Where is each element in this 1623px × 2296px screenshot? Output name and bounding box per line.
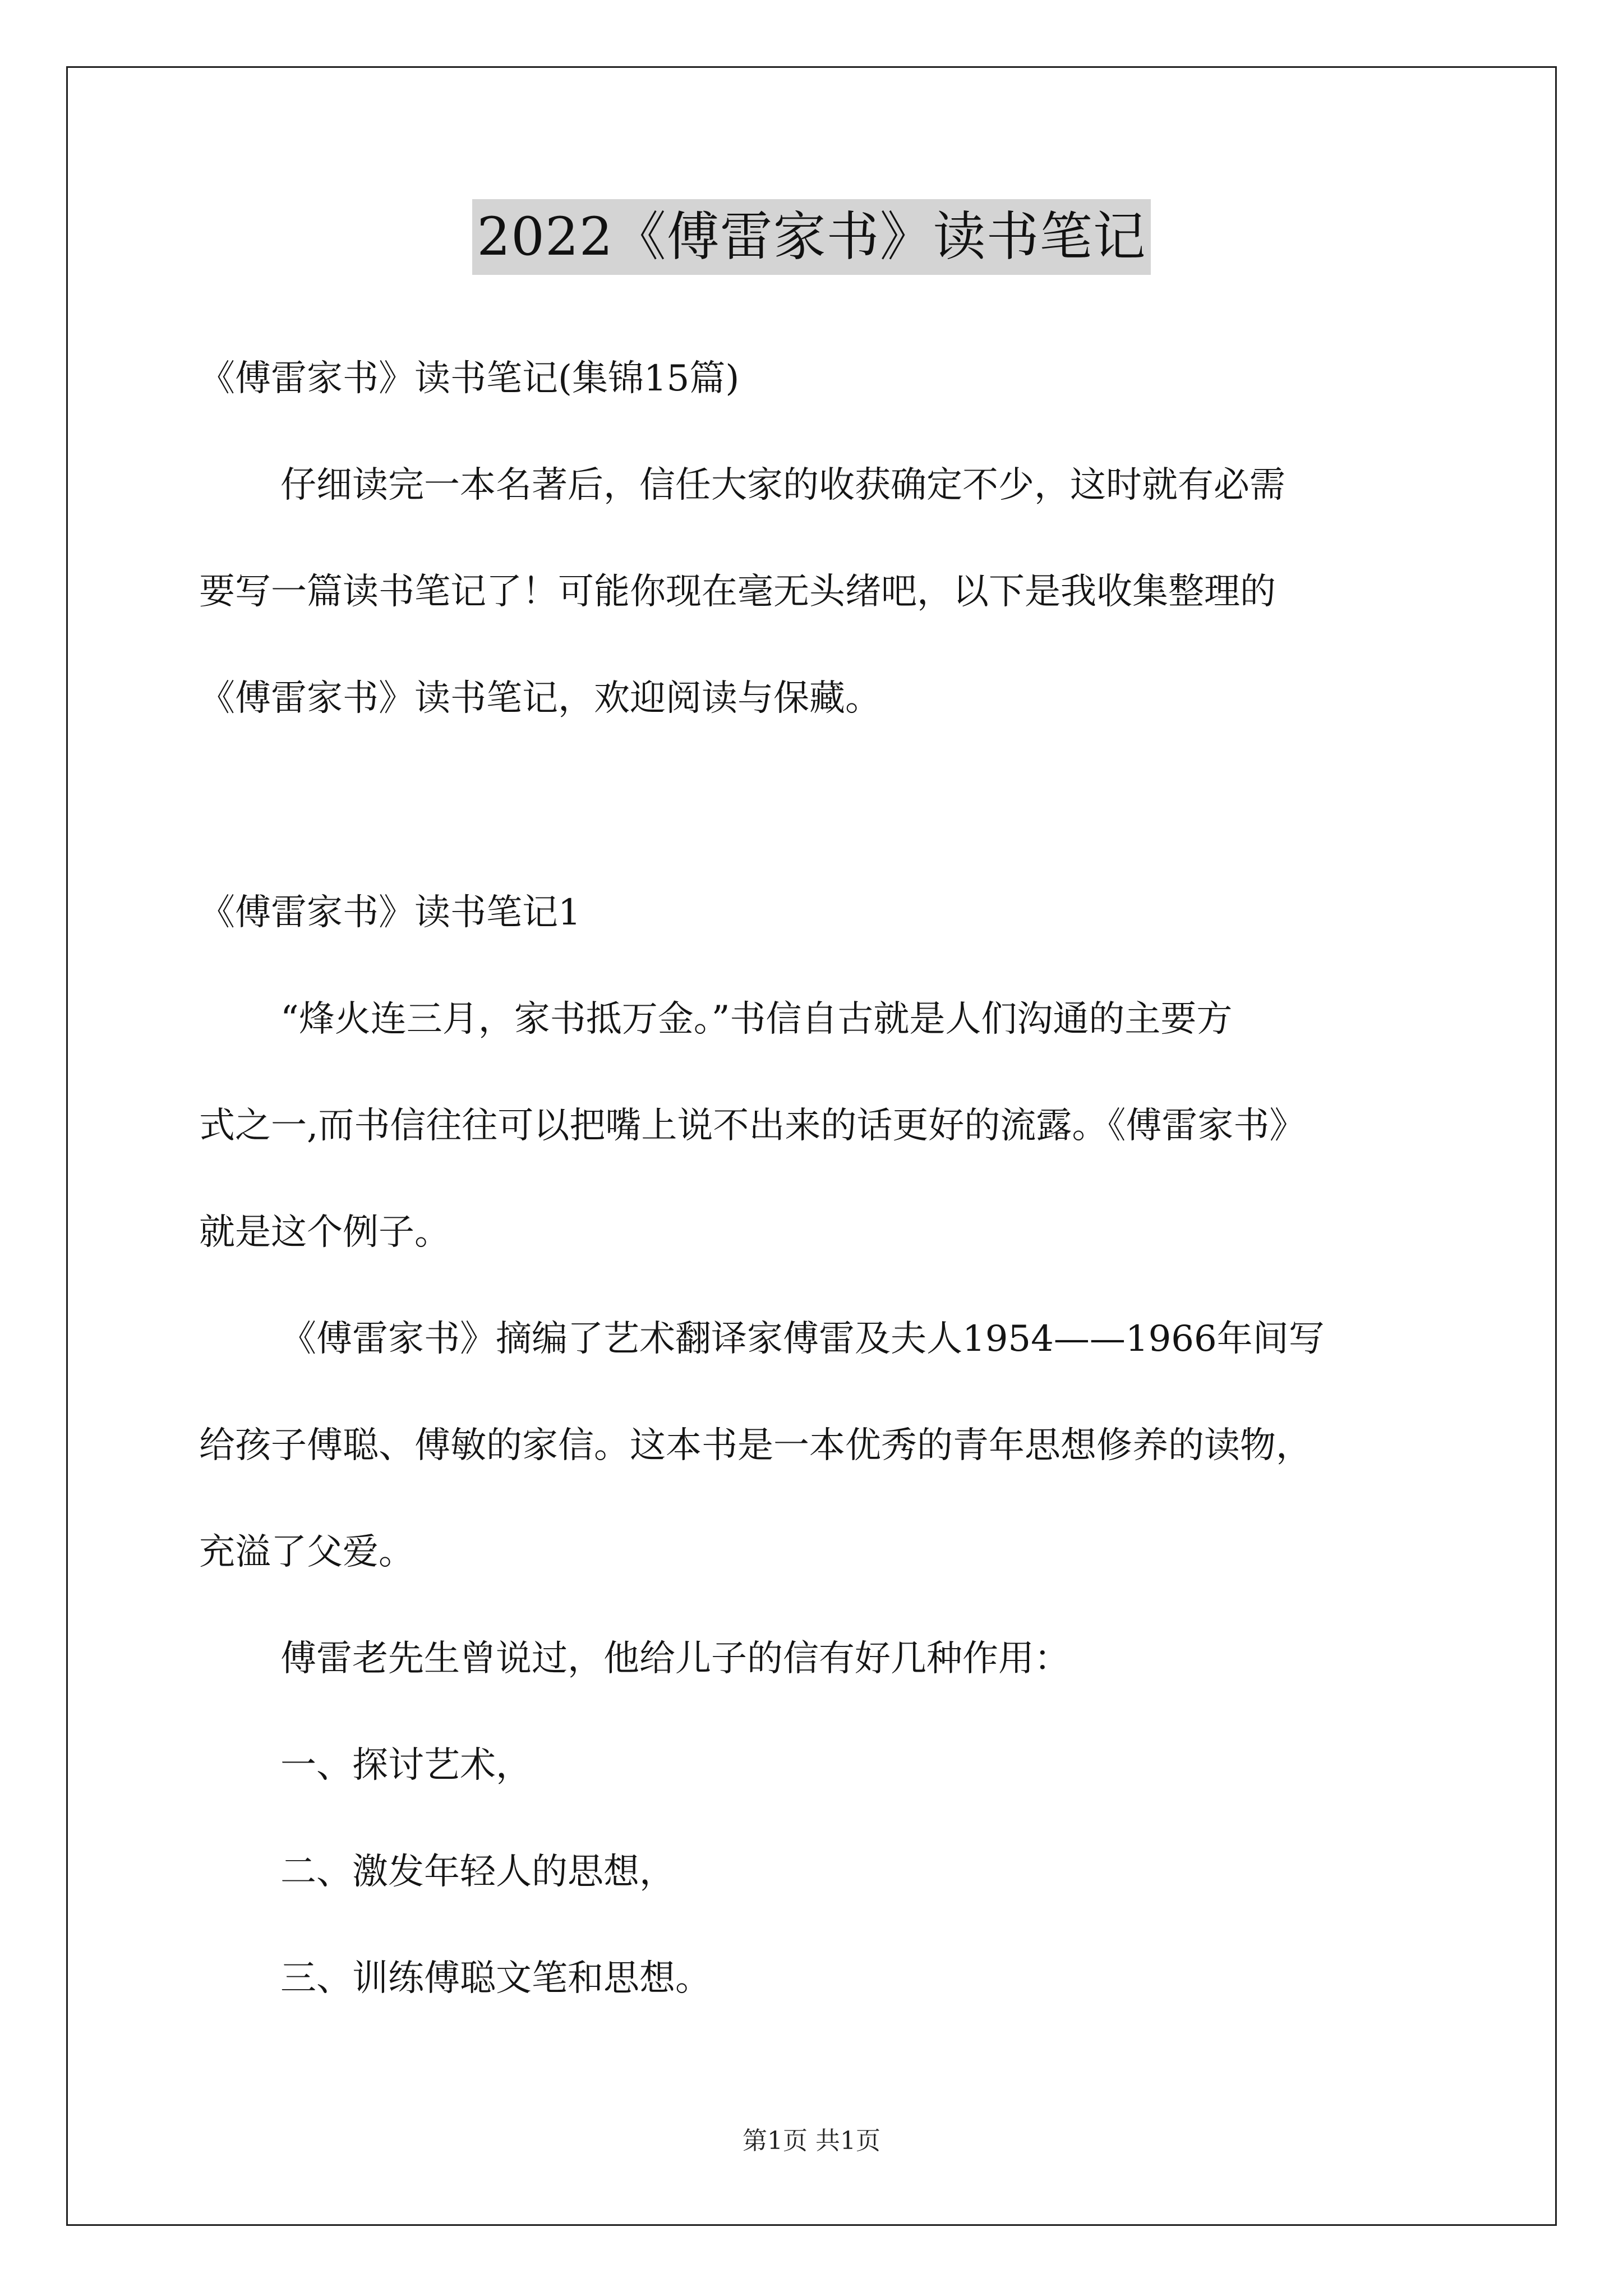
para1-line-1: “烽火连三月，家书抵万金。”书信自古就是人们沟通的主要方: [280, 999, 1233, 1040]
section-heading: 《傅雷家书》读书笔记1: [199, 892, 581, 933]
title-container: [0, 199, 1623, 275]
document-title: 2022《傅雷家书》读书笔记: [472, 199, 1150, 275]
document-subtitle: 《傅雷家书》读书笔记(集锦15篇): [199, 358, 740, 399]
para2-line-3: 充溢了父爱。: [199, 1531, 414, 1573]
page-footer: 第1页 共1页: [743, 2127, 880, 2155]
para2-line-2: 给孩子傅聪、傅敏的家信。这本书是一本优秀的青年思想修养的读物，: [199, 1425, 1312, 1466]
para3-line: 傅雷老先生曾说过，他给儿子的信有好几种作用：: [280, 1638, 1070, 1680]
list-item-3: 三、训练傅聪文笔和思想。: [280, 1958, 711, 1999]
intro-line-1: 仔细读完一本名著后，信任大家的收获确定不少，这时就有必需: [280, 464, 1285, 506]
para1-line-3: 就是这个例子。: [199, 1212, 450, 1253]
para2-line-1: 《傅雷家书》摘编了艺术翻译家傅雷及夫人1954——1966年间写: [280, 1318, 1325, 1360]
para1-line-2: 式之一,而书信往往可以把嘴上说不出来的话更好的流露。《傅雷家书》: [199, 1105, 1306, 1147]
intro-line-2: 要写一篇读书笔记了！可能你现在毫无头绪吧，以下是我收集整理的: [199, 571, 1276, 613]
list-item-1: 一、探讨艺术，: [280, 1745, 532, 1786]
intro-line-3: 《傅雷家书》读书笔记，欢迎阅读与保藏。: [199, 678, 881, 719]
list-item-2: 二、激发年轻人的思想，: [280, 1851, 675, 1893]
